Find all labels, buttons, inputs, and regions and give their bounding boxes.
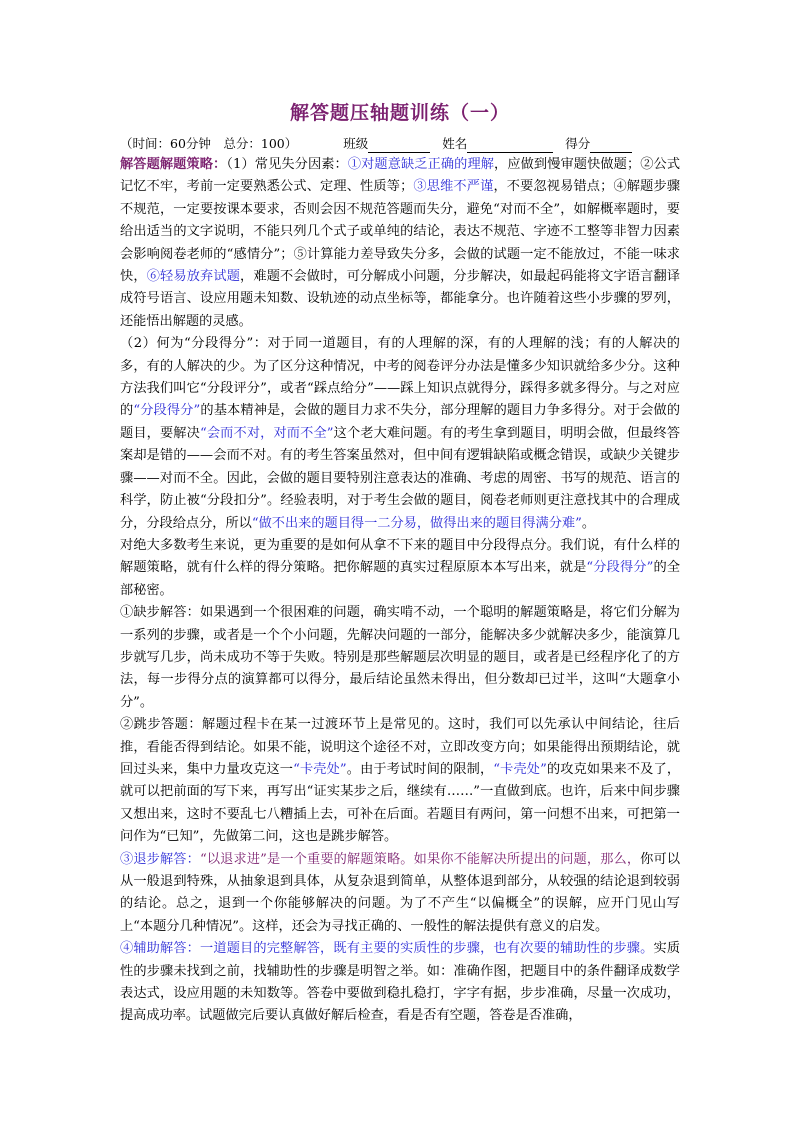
paragraph-skip-step: ②跳步答题：解题过程卡在某一过渡环节上是常见的。这时，我们可以先承认中间结论，往后推，看能否得到结论。如果不能，说明这个途径不对，立即改变方向；如果能得出预期结论，就回过头来，集中力量攻克这一“卡壳处”。由于考试时间的限制，“卡壳处”的攻克如果来不及了，就可以把前面的写下来，再写出“证实某步之后，继续有……”一直做到底。也许，后来中间步骤又想出来，这时不要乱七八糟插上去，可补在后面。若题目有两问，第一问想不出来，可把第一问作为“已知”，先做第二问，这也是跳步解答。	[120, 717, 681, 845]
score-label: 得分	[565, 136, 591, 151]
page-title: 解答题压轴题训练（一）	[289, 102, 510, 124]
exam-info-line	[120, 135, 680, 153]
paragraph-auxiliary: ④辅助解答：一道题目的完整解答，既有主要的实质性的步骤，也有次要的辅助性的步骤。实质性的步骤未找到之前，找辅助性的步骤是明智之举。如：准确作图，把题目中的条件翻译成数学表达式，设应用题的未知数等。答卷中要做到稳扎稳打，字字有据，步步准确，尽量一次成功，提高成功率。试题做完后要认真做好解后检查，看是否有空题，答卷是否准确，	[120, 941, 681, 1024]
paragraph-step-back: ③退步解答：“以退求进”是一个重要的解题策略。如果你不能解决所提出的问题，那么，你可以从一般退到特殊，从抽象退到具体，从复杂退到简单，从整体退到部分，从较强的结论退到较弱的结论。总之，退到一个你能够解决的问题。为了不产生“以偏概全”的误解，应开门见山写上“本题分几种情况”。这样，还会为寻找正确的、一般性的解法提供有意义的启发。	[120, 851, 681, 934]
strategy-label: 解答题解题策略：	[120, 157, 227, 172]
class-label: 班级	[343, 136, 369, 151]
paragraph-segment-score: （2）何为“分段得分”：对于同一道题目，有的人理解的深，有的人理解的浅；有的人解决的多，有的人解决的少。为了区分这种情况，中考的阅卷评分办法是懂多少知识就给多少分。这种方法我们叫它“分段评分”，或者“踩点给分”——踩上知识点就得分，踩得多就多得分。与之对应的“分段得分”的基本精神是，会做的题目力求不失分，部分理解的题目力争多得分。对于会做的题目，要解决“会而不对，对而不全”这个老大难问题。有的考生拿到题目，明明会做，但最终答案却是错的——会而不对。有的考生答案虽然对，但中间有逻辑缺陷或概念错误，或缺少关键步骤——对而不全。因此，会做的题目要特别注意表达的准确、考虑的周密、书写的规范、语言的科学，防止被“分段扣分”。经验表明，对于考生会做的题目，阅卷老师则更注意找其中的合理成分，分段给点分，所以“做不出来的题目得一二分易，做得出来的题目得满分难”。	[120, 336, 681, 531]
paragraph-secret: 对绝大多数考生来说，更为重要的是如何从拿不下来的题目中分段得点分。我们说，有什么样的解题策略，就有什么样的得分策略。把你解题的真实过程原原本本写出来，就是“分段得分”的全部秘密。	[120, 537, 681, 598]
name-blank[interactable]	[467, 138, 553, 153]
name-label: 姓名	[442, 136, 468, 151]
class-blank[interactable]	[368, 138, 430, 153]
time-score-info: （时间：60分钟 总分：100）	[120, 136, 298, 151]
paragraph-missing-step: ①缺步解答：如果遇到一个很困难的问题，确实啃不动，一个聪明的解题策略是，将它们分解为一系列的步骤，或者是一个个小问题，先解决问题的一部分，能解决多少就解决多少，能演算几步就写几步，尚未成功不等于失败。特别是那些解题层次明显的题目，或者是已经程序化了的方法，每一步得分点的演算都可以得分，最后结论虽然未得出，但分数却已过半，这叫“大题拿小分”。	[120, 605, 680, 710]
page	[120, 98, 680, 1028]
score-blank[interactable]	[590, 138, 632, 153]
paragraph-strategy: 解答题解题策略：（1）常见失分因素：①对题意缺乏正确的理解，应做到慢审题快做题；②公式记忆不牢，考前一定要熟悉公式、定理、性质等；③思维不严谨，不要忽视易错点；④解题步骤不规范，一定要按课本要求，否则会因不规范答题而失分，避免“对而不全”，如解概率题时，要给出适当的文字说明，不能只列几个式子或单纯的结论，表达不规范、字迹不工整等非智力因素会影响阅卷老师的“感情分”；⑤计算能力差导致失分多，会做的试题一定不能放过，不能一味求快，⑥轻易放弃试题，难题不会做时，可分解成小问题，分步解决，如最起码能将文字语言翻译成符号语言、设应用题未知数、设轨迹的动点坐标等，都能拿分。也许随着这些小步骤的罗列，还能悟出解题的灵感。	[120, 157, 681, 329]
